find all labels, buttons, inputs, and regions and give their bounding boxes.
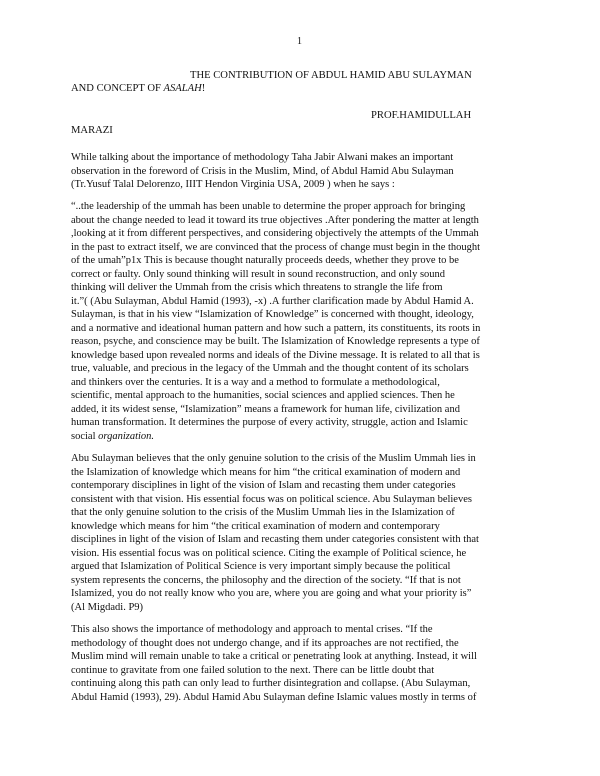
author-line-1: PROF.HAMIDULLAH	[371, 110, 472, 121]
paragraph-2	[71, 200, 531, 443]
text-line: (Al Migdadi. P9)	[71, 601, 144, 613]
text-line: (Tr.Yusuf Talal Delorenzo, IIIT Hendon Virginia USA, 2009 ) when he says :	[71, 179, 395, 190]
text-line-last	[71, 430, 531, 444]
text-line: “..the leadership of the ummah has been unable to determine the proper approach for bringing	[71, 201, 466, 212]
text-line: human transformation. It determines the purpose of every activity, struggle, action and Islamic	[71, 417, 468, 428]
text-line: argued that Islamization of Political Science is very important simply because the political	[71, 561, 451, 572]
text-line: While talking about the importance of methodology Taha Jabir Alwani makes an important	[71, 152, 454, 163]
text-line: thinking will deliver the Ummah from the crisis which threatens to strangle the life from	[71, 282, 443, 293]
paragraph-3	[71, 452, 531, 614]
text-line: system represents the concerns, the philosophy and the direction of the society. “If that is not	[71, 574, 461, 586]
text-line: contemporary disciplines in light of the vision of Islam and recasting them under categories	[71, 480, 456, 491]
title-line-2	[71, 83, 205, 94]
text-line: methodology of thought does not undergo change, and if its approaches are not rectified, the	[71, 637, 459, 649]
text-line: knowledge based upon revealed norms and ideals of the Divine message. It is related to all that is	[71, 349, 480, 361]
text-line: ,looking at it from different perspectives, and considering objectively the attempts of the Ummah	[71, 228, 479, 239]
text-line: reason, psyche, and conscience may be built. The Islamization of Knowledge represents a type of	[71, 336, 480, 347]
text-line: true, valuable, and precious in the legacy of the Ummah and the thought content of its scholars	[71, 363, 469, 374]
text-line: added, it its widest sense, “Islamization” means a framework for human life, civilization and	[71, 403, 460, 415]
italic-word: organization.	[98, 430, 155, 442]
text-line: disciplines in light of the vision of Islam and recasting them under categories consistent with that	[71, 534, 479, 545]
text-line: consistent with that vision. His essential focus was on political science. Abu Sulayman believes	[71, 493, 472, 505]
text-line: Sulayman, is that in his view “Islamization of Knowledge” is concerned with thought, ideology,	[71, 309, 474, 320]
paragraph-4	[71, 623, 531, 704]
page-number: 1	[297, 36, 302, 47]
text-line: Abdul Hamid (1993), 29). Abdul Hamid Abu Sulayman define Islamic values mostly in terms of	[71, 691, 477, 703]
text-prefix: social	[71, 430, 99, 442]
text-line: the Islamization of knowledge which means for him “the critical examination of modern and	[71, 466, 461, 478]
text-line: about the change needed to lead it toward its true objectives .After pondering the matter at length	[71, 214, 479, 226]
paragraph-1	[71, 151, 531, 192]
text-line: observation in the foreword of Crisis in the Muslim, Mind, of Abdul Hamid Abu Sulayman	[71, 165, 454, 177]
text-line: knowledge which means for him “the critical examination of modern and contemporary	[71, 520, 440, 532]
text-line: and thinkers over the centuries. It is a way and a method to formulate a methodological,	[71, 376, 440, 388]
text-line: Muslim mind will remain unable to take a critical or penetrating look at anything. Instead, it will	[71, 651, 477, 662]
text-line: continuing along this path can only lead to further disintegration and collapse. (Abu Sulayman,	[71, 678, 471, 689]
text-line: it.”( (Abu Sulayman, Abdul Hamid (1993), -x) .A further clarification made by Abdul Hamid A.	[71, 295, 474, 307]
text-line: scientific, mental approach to the humanities, social sciences and applied sciences. Then he	[71, 390, 455, 401]
text-line: Islamized, you do not really know who you are, where you are going and what your priority is”	[71, 588, 472, 599]
text-line: This also shows the importance of methodology and approach to mental crises. “If the	[71, 624, 433, 635]
text-line: correct or faulty. Only sound thinking will result in sound reconstruction, and only sound	[71, 268, 446, 280]
text-line: vision. His essential focus was on political science. Citing the example of Political science, he	[71, 547, 467, 559]
text-line: in the past to extract itself, we are convinced that the process of change must begin in the thought	[71, 241, 481, 253]
text-line: and a normative and ideational human pattern and how such a pattern, its constituents, its roots in	[71, 322, 481, 334]
title-line-2-suffix: !	[201, 83, 206, 94]
text-line: that the only genuine solution to the crisis of the Muslim Ummah lies in the Islamization of	[71, 507, 455, 518]
title-line-1: THE CONTRIBUTION OF ABDUL HAMID ABU SULAYMAN	[190, 70, 472, 81]
author-line-2: MARAZI	[71, 125, 113, 136]
text-line: of the umah”p1x This is because thought naturally proceeds deeds, whether they prove to be	[71, 255, 459, 266]
title-italic-word: ASALAH	[163, 83, 202, 94]
text-line: Abu Sulayman believes that the only genuine solution to the crisis of the Muslim Ummah lies in	[71, 453, 476, 464]
text-line: continue to gravitate from one failed solution to the next. There can be little doubt that	[71, 664, 435, 676]
title-line-2-prefix: AND CONCEPT OF	[71, 83, 164, 94]
